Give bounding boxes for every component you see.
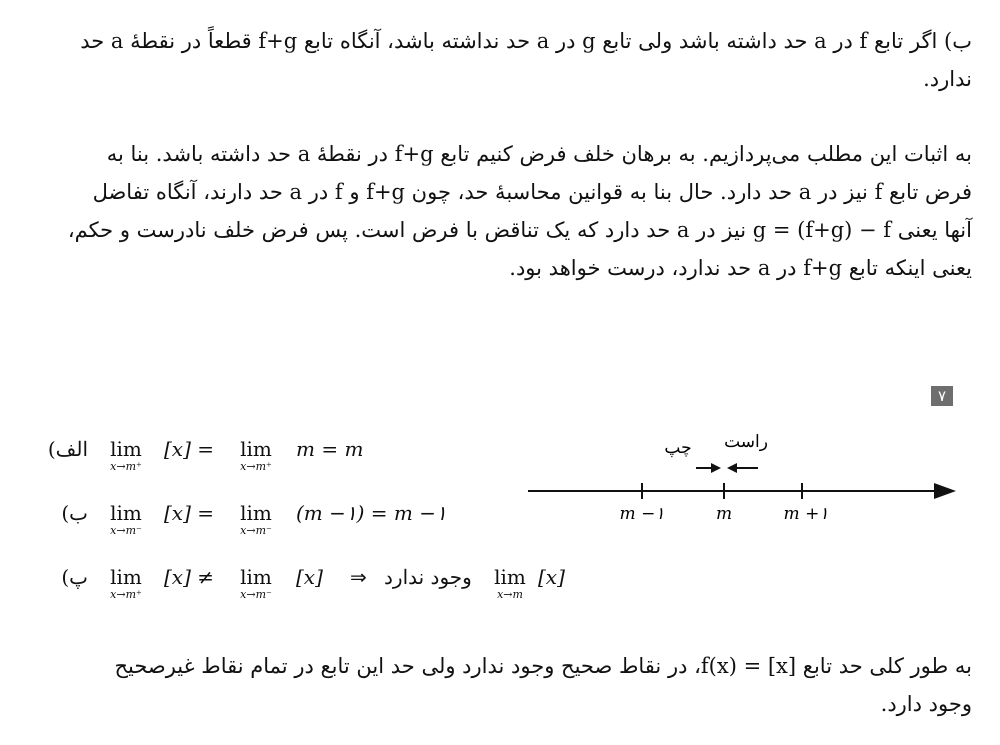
lim-b-right (224, 501, 288, 537)
expr-c-left: [x] ≠ (164, 565, 214, 589)
tick-label-m: m (715, 504, 733, 524)
limit-equation-a (32, 437, 492, 483)
arrow-from-right-head (727, 463, 737, 473)
limit-equation-c (32, 565, 592, 611)
lim-sub: x→m⁻ (240, 524, 272, 537)
implies-symbol: ⇒ (350, 565, 367, 589)
expr-a-right: m = m (296, 437, 364, 461)
part-b-line-2: ندارد. (923, 67, 972, 91)
lim-a-left (94, 437, 158, 473)
label-right-side: راست (724, 432, 768, 452)
lim-word: lim (240, 437, 272, 461)
lim-word: lim (110, 437, 142, 461)
lim-c-tail (484, 565, 536, 601)
tick-label-m-minus-1: m −۱ (619, 504, 665, 524)
expr-b-left: [x] = (164, 501, 214, 525)
lim-word: lim (110, 501, 142, 525)
proof-paragraph (27, 135, 972, 287)
lim-sub: x→m⁺ (110, 460, 142, 473)
lim-c-right (224, 565, 288, 601)
part-b-line-1: ب) اگر تابع f در a حد داشته باشد ولی تابع g در a حد نداشته باشد، آنگاه تابع f+g قطعاً در نقطهٔ a حد (80, 29, 972, 53)
part-b-statement (27, 22, 972, 98)
lim-sub: x→m⁻ (110, 524, 142, 537)
expr-b-right: (m −۱) = m −۱ (296, 501, 447, 525)
lim-sub: x→m⁻ (240, 588, 272, 601)
lim-sub: x→m⁺ (110, 588, 142, 601)
proof-line-2: فرض تابع f نیز در a حد دارد. حال بنا به قوانین محاسبهٔ حد، چون f+g و f در a حد دارند، آنگاه تفاضل (92, 180, 972, 204)
expr-c-tail: [x] (538, 565, 565, 589)
expr-c-right: [x] (296, 565, 323, 589)
number-line-figure (520, 425, 960, 525)
lim-word: lim (240, 501, 272, 525)
conclusion-line-1: به طور کلی حد تابع f(x) = [x]، در نقاط صحیح وجود ندارد ولی حد این تابع در تمام نقاط غیرصحیح (114, 654, 972, 678)
limit-equation-b (32, 501, 492, 547)
proof-line-4: یعنی اینکه تابع f+g در a حد ندارد، درست خواهد بود. (509, 256, 972, 280)
lim-word: lim (110, 565, 142, 589)
does-not-exist-text: وجود ندارد (384, 565, 472, 589)
lim-a-right (224, 437, 288, 473)
lim-b-left (94, 501, 158, 537)
label-a: الف) (47, 437, 88, 461)
axis-arrow-head (934, 483, 956, 499)
lim-word: lim (494, 565, 526, 589)
lim-sub: x→m⁺ (240, 460, 272, 473)
label-c: پ) (61, 565, 88, 589)
proof-line-3: آنها یعنی g = (f+g) − f نیز در a حد دارد که یک تناقض با فرض است. پس فرض خلف نادرست و حکم، (67, 218, 972, 242)
exercise-number-badge: ۷ (931, 386, 953, 406)
lim-sub: x→m (497, 588, 523, 601)
tick-label-m-plus-1: m +۱ (783, 504, 829, 524)
lim-word: lim (240, 565, 272, 589)
lim-c-left (94, 565, 158, 601)
arrow-from-left-head (711, 463, 721, 473)
label-left-side: چپ (664, 438, 692, 458)
number-line-svg (520, 425, 960, 525)
expr-a-left: [x] = (164, 437, 214, 461)
proof-line-1: به اثبات این مطلب می‌پردازیم. به برهان خلف فرض کنیم تابع f+g در نقطهٔ a حد داشته باشد. بنا به (106, 142, 972, 166)
conclusion-paragraph (27, 647, 972, 723)
label-b: ب) (61, 501, 88, 525)
conclusion-line-2: وجود دارد. (880, 692, 972, 716)
